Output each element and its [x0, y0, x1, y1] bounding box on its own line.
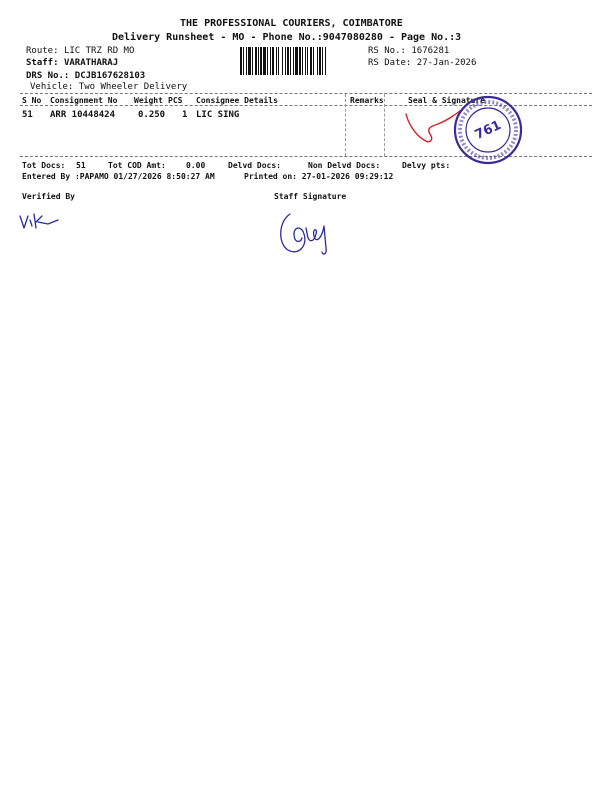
- tot-docs-value: 51: [76, 161, 86, 170]
- tot-cod-label: Tot COD Amt:: [108, 161, 166, 170]
- vehicle-value: Two Wheeler Delivery: [78, 82, 188, 92]
- delvy-pts-label: Delvy pts:: [402, 161, 451, 170]
- barcode: [240, 47, 364, 75]
- tot-docs-label: Tot Docs:: [22, 161, 66, 170]
- col-header-pcs: PCS: [168, 96, 183, 105]
- delvd-docs-label: Delvd Docs:: [228, 161, 281, 170]
- runsheet-subtitle: Delivery Runsheet - MO - Phone No.:9047080280 - Page No.:3: [112, 32, 462, 43]
- col-header-sno: S No: [22, 96, 42, 105]
- tot-cod-value: 0.00: [186, 161, 206, 170]
- route-line: [26, 46, 134, 56]
- rs-no-label: RS No.:: [368, 46, 406, 56]
- cell-sno: 51: [22, 110, 33, 120]
- company-title: THE PROFESSIONAL COURIERS, COIMBATORE: [180, 18, 403, 29]
- staff-line: [26, 58, 118, 68]
- staff-value: VARATHARAJ: [63, 58, 119, 68]
- non-delvd-docs-label: Non Delvd Docs:: [308, 161, 381, 170]
- entered-by: Entered By :PAPAMO 01/27/2026 8:50:27 AM: [22, 172, 215, 181]
- seal-number: 761: [472, 117, 504, 143]
- drs-value: DCJB167628103: [74, 71, 146, 81]
- remarks-col-divider: [345, 94, 346, 156]
- cell-weight: 0.250: [138, 110, 166, 120]
- col-header-weight: Weight: [134, 96, 163, 105]
- cell-consignee: LIC SING: [196, 110, 240, 120]
- rs-no-value: 1676281: [411, 46, 450, 56]
- verified-by-label: Verified By: [22, 192, 75, 201]
- printed-on: Printed on: 27-01-2026 09:29:12: [244, 172, 394, 181]
- staff-label: Staff:: [26, 58, 59, 68]
- rs-date-line: [368, 58, 476, 68]
- cell-consignment: ARR 10448424: [50, 110, 116, 120]
- col-header-consignee: Consignee Details: [196, 96, 278, 105]
- route-value: LIC TRZ RD MO: [63, 46, 135, 56]
- col-header-seal: Seal & Signature: [408, 96, 486, 105]
- rs-date-label: RS Date:: [368, 58, 412, 68]
- drs-line: [26, 71, 145, 81]
- company-seal-stamp: [452, 94, 524, 166]
- route-label: Route:: [26, 46, 59, 56]
- drs-label: DRS No.:: [26, 71, 70, 81]
- col-header-remarks: Remarks: [350, 96, 384, 105]
- staff-signature-label: Staff Signature: [274, 192, 347, 201]
- verified-by-signature: [18, 210, 68, 234]
- vehicle-line: [30, 82, 187, 92]
- rs-date-value: 27-Jan-2026: [416, 58, 477, 68]
- col-header-consignment: Consignment No: [50, 96, 118, 105]
- cell-pcs: 1: [182, 110, 188, 120]
- rs-no-line: [368, 46, 449, 56]
- vehicle-label: Vehicle:: [30, 82, 74, 92]
- staff-signature-scribble: [276, 208, 336, 260]
- seal-col-divider: [384, 94, 385, 156]
